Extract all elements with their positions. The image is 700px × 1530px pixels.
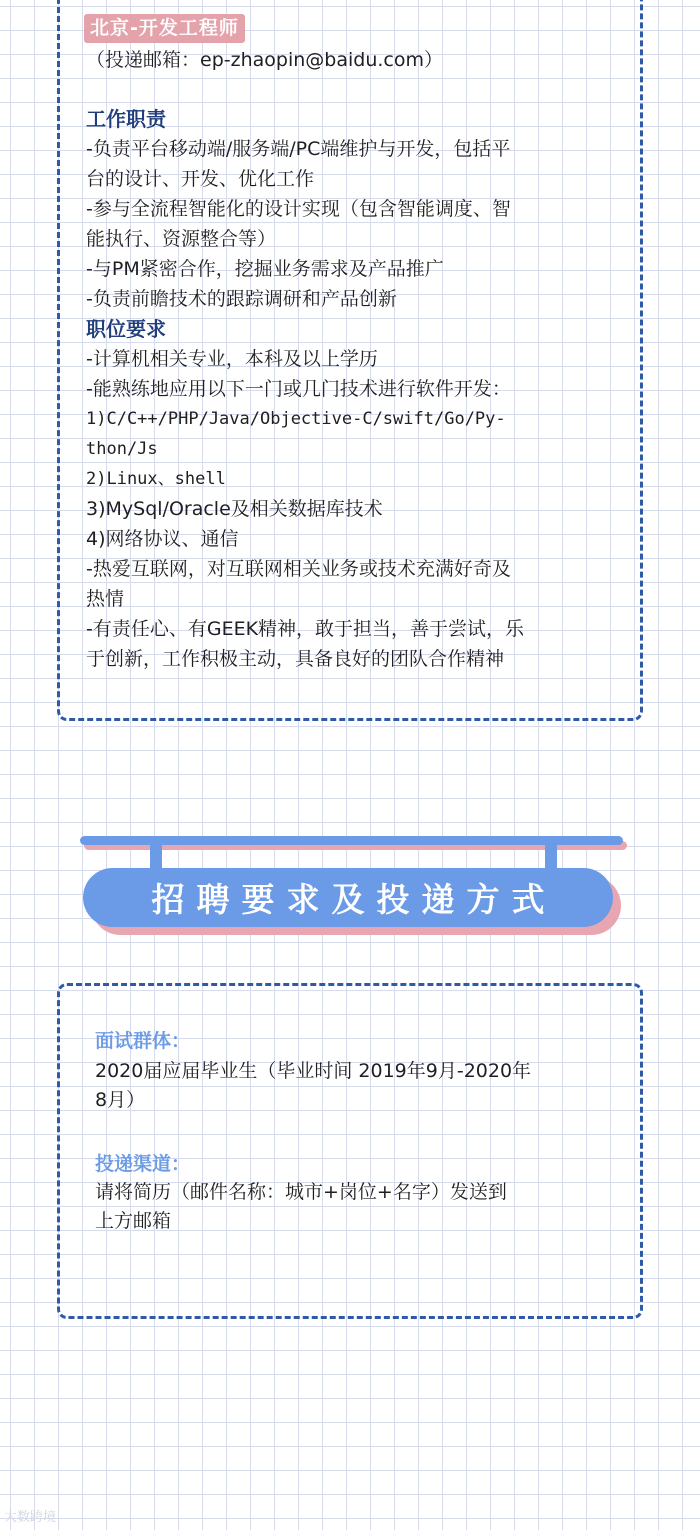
watermark-text: 大数跨境 — [4, 1510, 57, 1525]
duty-line: -参与全流程智能化的设计实现（包含智能调度、智 — [86, 198, 511, 220]
job-content — [86, 104, 616, 674]
requirement-line: thon/Js — [86, 439, 158, 459]
banner-title: 招聘要求及投递方式 — [151, 880, 557, 919]
duty-line: -与PM紧密合作，挖掘业务需求及产品推广 — [86, 258, 444, 280]
section-banner — [83, 868, 613, 927]
requirement-line: 热情 — [86, 588, 125, 610]
duty-line: 台的设计、开发、优化工作 — [86, 168, 315, 190]
duty-line: -负责平台移动端/服务端/PC端维护与开发，包括平 — [86, 138, 511, 160]
requirement-line: 2)Linux、shell — [86, 469, 226, 489]
channel-text — [95, 1178, 615, 1236]
duty-line: 能执行、资源整合等） — [86, 228, 277, 250]
requirement-line: -能熟练地应用以下一门或几门技术进行软件开发： — [86, 378, 511, 400]
audience-line: 2020届应届毕业生（毕业时间 2019年9月-2020年 — [95, 1060, 532, 1082]
channel-line: 上方邮箱 — [95, 1210, 172, 1232]
channel-line: 请将简历（邮件名称：城市+岗位+名字）发送到 — [95, 1181, 507, 1203]
email-line: （投递邮箱：ep-zhaopin@baidu.com） — [86, 49, 443, 71]
audience-heading: 面试群体： — [95, 1030, 191, 1052]
requirement-line: -热爱互联网，对互联网相关业务或技术充满好奇及 — [86, 558, 511, 580]
requirement-line: 3)MySql/Oracle及相关数据库技术 — [86, 498, 383, 520]
requirements-heading: 职位要求 — [86, 317, 166, 341]
duties-heading: 工作职责 — [86, 107, 166, 131]
channel-heading: 投递渠道： — [95, 1153, 191, 1175]
audience-line: 8月） — [95, 1089, 146, 1111]
requirement-line: 4)网络协议、通信 — [86, 528, 239, 550]
requirement-line: -计算机相关专业，本科及以上学历 — [86, 348, 378, 370]
job-title-badge: 北京-开发工程师 — [84, 14, 245, 43]
requirement-line: 1)C/C++/PHP/Java/Objective-C/swift/Go/Py- — [86, 409, 506, 429]
banner-hanger-bar — [80, 836, 623, 845]
requirement-line: -有责任心、有GEEK精神，敢于担当，善于尝试，乐 — [86, 618, 525, 640]
requirement-line: 于创新，工作积极主动，具备良好的团队合作精神 — [86, 648, 505, 670]
duty-line: -负责前瞻技术的跟踪调研和产品创新 — [86, 288, 397, 310]
audience-text — [95, 1057, 615, 1115]
watermark — [4, 1506, 56, 1525]
